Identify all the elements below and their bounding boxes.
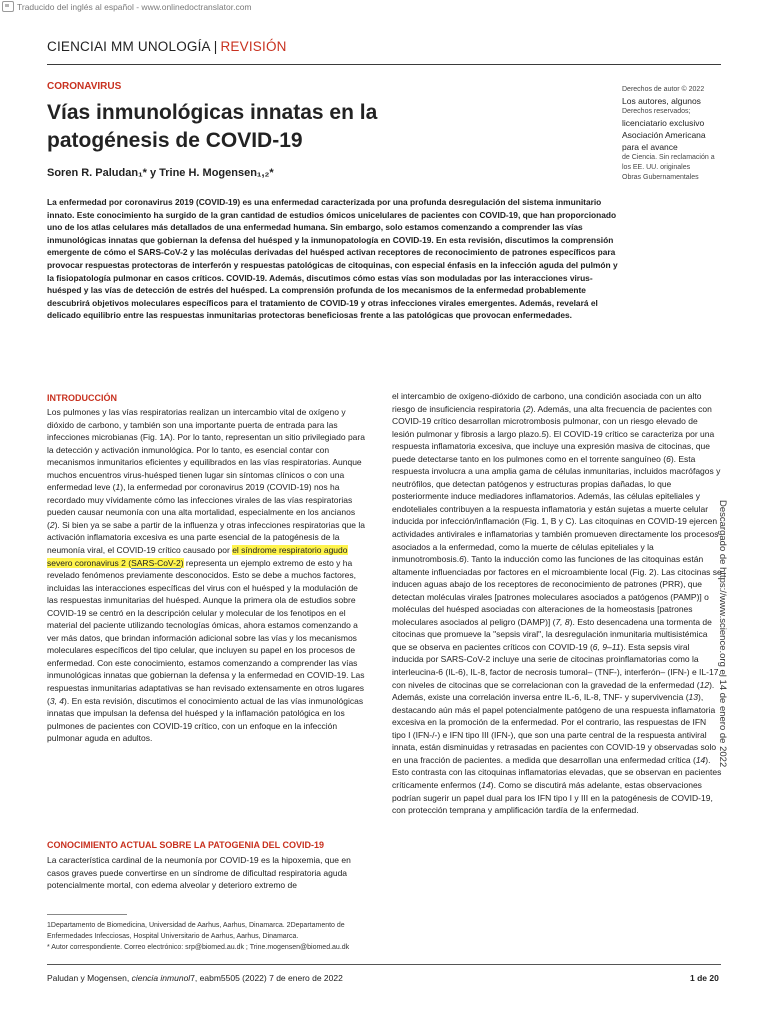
copyright-line: Derechos de autor © 2022 <box>622 86 705 93</box>
corresponding-author: * Autor correspondiente. Correo electrónico: srp@biomed.au.dk ; Trine.mogensen@biomed.au.dk <box>47 944 350 951</box>
footnote-rule <box>47 914 127 915</box>
copyright-line: licenciatario exclusivo <box>622 118 705 128</box>
article-category: CORONAVIRUS <box>47 81 122 92</box>
ref-link[interactable]: 6, 9–11 <box>592 641 621 652</box>
article-title: Vías inmunológicas innatas en la patogénesis de COVID-19 <box>47 101 378 152</box>
page-number: 1 de 20 <box>690 973 719 983</box>
copyright-line: Obras Gubernamentales <box>622 174 699 181</box>
copyright-line: Asociación Americana <box>622 130 706 140</box>
copyright-notice <box>622 85 732 183</box>
article-authors: Soren R. Paludan₁* y Trine H. Mogensen₁,₂* <box>47 167 274 179</box>
ref-link[interactable]: 6 <box>666 453 671 464</box>
pathogenesis-paragraph: La característica cardinal de la neumonía por COVID-19 es la hipoxemia, que en casos graves puede convertirse en un síndrome de dificultad respiratoria aguda potencialmente mortal, con edema alveolar y deterioro extremo de <box>47 855 351 891</box>
footer-citation: Paludan y Mogensen, ciencia inmunol7, eabm5505 (2022) 7 de enero de 2022 <box>47 973 343 983</box>
copyright-line: para el avance <box>622 142 678 152</box>
copyright-line: Los autores, algunos <box>622 96 701 106</box>
translation-banner <box>0 0 252 13</box>
copyright-line: de Ciencia. Sin reclamación a <box>622 154 715 161</box>
abstract: La enfermedad por coronavirus 2019 (COVID-19) es una enfermedad caracterizada por una profunda desregulación del sistema inmunitario innato. Este conocimiento ha surgido de la gran cantidad de estudios ómicos unicelulares de pacientes con COVID-19, que han proporcionado uno de los atlas celulares más detallados de una enfermedad humana. Sin embargo, solo estamos comenzando a comprender las vías inmunológicas innatas que gobiernan la defensa del huésped y la inmunopatología en COVID-19. En esta revisión, discutimos la comprensión emergente de cómo el SARS-CoV-2 y las moléculas derivadas del huésped activan receptores de reconocimiento de patrones específicos para provocar respuestas protectoras de interferón y respuestas patológicas de citoquinas, con especial énfasis en la infección aguda del pulmón y la fisiopatología pulmonar en casos críticos. COVID-19. Además, discutimos cómo estas vías son moduladas por las interacciones virus-huésped y las vías de detección de estrés del huésped. La comprensión profunda de los mecanismos de la enfermedad probablemente descubrirá objetivos moleculares específicos para el tratamiento de COVID-19 y otras infecciones virales emergentes. Además, revelará el delicado equilibrio entre las respuestas inmunitarias protectoras beneficiosas frente a las patológicas que provocan enfermedades. <box>47 197 618 321</box>
journal-header <box>47 39 287 54</box>
footnotes <box>47 920 377 953</box>
ref-link[interactable]: 2 <box>49 519 55 530</box>
ref-link[interactable]: 2 <box>525 403 531 414</box>
copyright-line: los EE. UU. originales <box>622 164 691 171</box>
section-heading-introduction: INTRODUCCIÓN <box>47 393 117 403</box>
right-column-paragraph: el intercambio de oxígeno-dióxido de carbono, una condición asociada con un alto riesgo de insuficiencia respiratoria (2). Además, una alta frecuencia de pacientes con COVID-19 crítico desarrollan microtrombosis pulmonar, con un riesgo elevado de lesión pulmonar y fibrosis a largo plazo.5). El COVID-19 crítico se caracteriza por una respuesta inflamatoria excesiva, que incluye una expresión masiva de citocinas, que puede detectarse tanto en los pulmones como en el torrente sanguíneo (6). Esta respuesta involucra a una amplia gama de células inmunitarias, incluidos macrófagos y neutrófilos, que detectan patógenos y estructuras propias dañadas, lo que posteriormente induce mediadores inflamatorios. Además, las células epiteliales y endoteliales contribuyen a la respuesta inflamatoria y están sujetas a muerte celular inducida por infección/inflamación (Fig. 1, B y C). Las citoquinas en COVID-19 ejercen actividades antivirales e inflamatorias y también promueven directamente los procesos asociados a la enfermedad, como la muerte de células epiteliales y la inmunotrombosis.6). Tanto la inducción como las funciones de las citoquinas están altamente influenciadas por factores en el microambiente local (Fig. 2). Las citocinas se inducen aguas abajo de los receptores de reconocimiento de patrones (PRR), que detectan moléculas virales [patrones moleculares asociados a patógenos (PAMP)] o moléculas del huésped asociadas con alteraciones de la homeostasis [patrones moleculares asociados al peligro (DAMP)] (7, 8). Esto desencadena una tormenta de citocinas que promueve la "sepsis viral", la desregulación inmunitaria multisistémica que se observa en pacientes críticos con COVID-19 (6, 9–11). Esta sepsis viral inducida por SARS-CoV-2 incluye una serie de citocinas proinflamatorias como la interleucina-6 (IL-6), IL-8, factor de necrosis tumoral– (TNF-), interferón– (IFN-) e IL-17, con niveles de citocinas que se correlacionan con la gravedad de la enfermedad (12). Además, existe una correlación inversa entre IL-6, IL-8, TNF- y supervivencia (13), destacando aún más el papel potencialmente patógeno de una respuesta inflamatoria excesiva en la promoción de la enfermedad. Por el contrario, las respuestas de IFN tipo I (IFN-/-) e IFN tipo III (IFN-), que son una parte central de la respuesta antiviral innata, están disminuidas y retrasadas en pacientes con COVID-19 y observadas solo en una fracción de pacientes. a medida que desarrollan una enfermedad crítica (14). Esto contrasta con las citoquinas inflamatorias elevadas, que se observan en pacientes críticamente enfermos (14). Como se discutirá más adelante, estas observaciones podrían sugerir un papel dual para los IFN tipo I y III en la patogénesis de COVID-19, con protección temprana y amplificación tardía de la enfermedad. <box>392 391 722 816</box>
ref-link[interactable]: 1 <box>115 482 121 493</box>
section-heading-pathogenesis: CONOCIMIENTO ACTUAL SOBRE LA PATOGENIA DEL COVID-19 <box>47 840 325 850</box>
ref-link[interactable]: 13 <box>688 692 698 703</box>
intro-paragraph: Los pulmones y las vías respiratorias realizan un intercambio vital de oxígeno y dióxido de carbono, y también son una importante puerta de entrada para las infecciones microbianas (Fig. 1A). Por lo tanto, representan un sitio privilegiado para la detección y activación inmunológica. Por lo tanto, es esencial contar con mecanismos inmunitarios eficientes y equilibrados en las vías respiratorias. Aunque muchos encuentros virus-huésped tienen lugar sin síntomas clínicos o con una enfermedad leve (1), la enfermedad por coronavirus 2019 (COVID-19) nos ha recordado muy vívidamente cómo las infecciones virales de las vías respiratorias pueden causar neumonía con una alta mortalidad, especialmente en los ancianos (2). Si bien ya se sabe a partir de la influenza y otras infecciones respiratorias que la activación inflamatoria excesiva es una parte esencial de la patogénesis de la neumonía viral, el COVID-19 crítico causado por el síndrome respiratorio agudo severo coronavirus 2 (SARS-CoV-2) representa un ejemplo extremo de esto y ha revelado fenómenos previamente desconocidos. Esto se debe a muchos factores, incluidas las interacciones específicas del virus con el huésped y la modulación de las respuestas inmunitarias del huésped. Aunque la primera ola de estudios sobre COVID-19 se centró en la descripción celular y molecular de los fenotipos en el material del paciente utilizando tecnologías ómicas, ahora estamos comenzando a ver más datos, que brindan información adicional sobre las vías y los mecanismos moleculares específicos del tipo celular, que incluyen su papel en los procesos de enfermedad. Con este conocimiento, estamos comenzando a comprender las vías inmunológicas innatas que gobiernan la defensa y la enfermedad en COVID-19. Las respuestas inmunitarias adaptativas se han revisado extensamente en otros lugares (3, 4). En esta revisión, discutimos el conocimiento actual de las vías inmunológicas innatas que impulsan la defensa del huésped y la inflamación patológica en los pulmones de pacientes con COVID-19 crítico, con un enfoque en la infección pulmonar aguda en adultos. <box>47 407 365 744</box>
header-rule <box>47 64 721 65</box>
footer-rule <box>47 964 721 965</box>
ref-link[interactable]: 14 <box>481 779 491 790</box>
download-sidebar: Descargado de https://www.science.org el 14 de enero de 2022 <box>717 500 728 768</box>
ref-link[interactable]: 5 <box>541 428 547 439</box>
ref-link[interactable]: 7, 8 <box>555 616 570 627</box>
translator-logo-icon <box>2 1 14 12</box>
copyright-line: Derechos reservados; <box>622 108 691 115</box>
journal-separator: | <box>213 39 218 54</box>
ref-link[interactable]: 12 <box>699 679 710 690</box>
highlighted-term: SARS-CoV-2 <box>131 557 181 568</box>
highlighted-text: ) <box>180 557 184 568</box>
journal-name: CIENCIAI MM UNOLOGÍA <box>47 39 211 54</box>
affiliations: 1Departamento de Biomedicina, Universidad de Aarhus, Aarhus, Dinamarca. 2Departamento de Enfermedades Infecciosas, Hospital Universitario de Aarhus, Aarhus, Dinamarca. <box>47 922 345 940</box>
ref-link[interactable]: 3, 4 <box>49 695 65 706</box>
translation-banner-text: Traducido del inglés al español - www.onlinedoctranslator.com <box>17 1 252 12</box>
ref-link[interactable]: 6 <box>459 554 464 565</box>
ref-link[interactable]: 14 <box>695 754 706 765</box>
highlighted-text: el síndrome respiratorio agudo severo coronavirus 2 ( <box>47 545 348 568</box>
journal-section: REVISIÓN <box>220 39 287 54</box>
